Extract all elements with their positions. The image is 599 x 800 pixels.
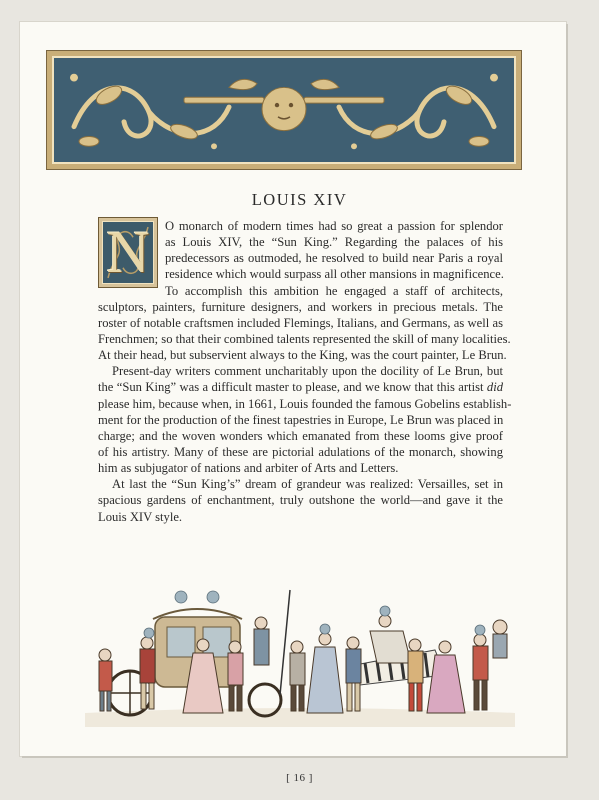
procession-illustration bbox=[85, 585, 515, 727]
emphasis-did: did bbox=[486, 380, 503, 395]
text-line: Present-day writers comment uncharitably upon the docility of Le Brun, but bbox=[112, 364, 503, 379]
text-line: the “Sun King” was a difficult master to please, and we know that this artist did bbox=[98, 380, 503, 395]
text-line: him as subjugator of nations and arbiter of Arts and Letters. bbox=[98, 461, 399, 476]
ornamental-banner bbox=[46, 50, 522, 170]
text-line: At last the “Sun King’s” dream of grandeur was realized: Versailles, set in bbox=[112, 477, 503, 492]
text-line: sculptors, painters, furniture designers, and workers in precious metals. The bbox=[98, 299, 503, 314]
text-line: Louis XIV style. bbox=[98, 509, 183, 524]
acanthus-ornament-image bbox=[54, 58, 514, 162]
text-line: roster of notable craftsmen included Flemings, Italians, and Germans, as well as bbox=[98, 315, 503, 330]
text-line: predecessors as outmoded, he resolved to build near Paris a royal bbox=[165, 251, 503, 266]
page-number: [ 16 ] bbox=[286, 772, 313, 784]
text-line: At their head, but subservient always to the King, was the court painter, Le Brun. bbox=[98, 348, 507, 363]
body-text bbox=[98, 218, 512, 525]
text-line: O monarch of modern times had so great a passion for splendor bbox=[165, 219, 503, 233]
text-line: charge; and the woven wonders which emanated from these looms give proof bbox=[98, 428, 503, 443]
text-line: as Louis XIV, the “Sun King.” Regarding the palaces of his bbox=[165, 235, 503, 250]
text-line: Frenchmen; so that their combined talents represented the skill of many localities. bbox=[98, 331, 511, 346]
text-line: of his artistry. Many of these are pictorial adulations of the monarch, showing bbox=[98, 444, 503, 459]
page-title: LOUIS XIV bbox=[251, 190, 348, 209]
text-line: please him, because when, in 1661, Louis founded the famous Gobelins establish- bbox=[98, 396, 512, 411]
dropcap-letter: N bbox=[106, 221, 150, 284]
text-line: residence which would surpass all other mansions in magnificence. bbox=[165, 267, 504, 282]
text-line: To accomplish this ambition he engaged a staff of architects, bbox=[165, 283, 503, 298]
text-line: spacious gardens of enchantment, truly outshone the world—and gave it the bbox=[98, 493, 503, 508]
royal-procession-image bbox=[85, 585, 515, 727]
text-line: ment for the production of the finest tapestries in Europe, Le Brun was placed in bbox=[98, 412, 504, 427]
